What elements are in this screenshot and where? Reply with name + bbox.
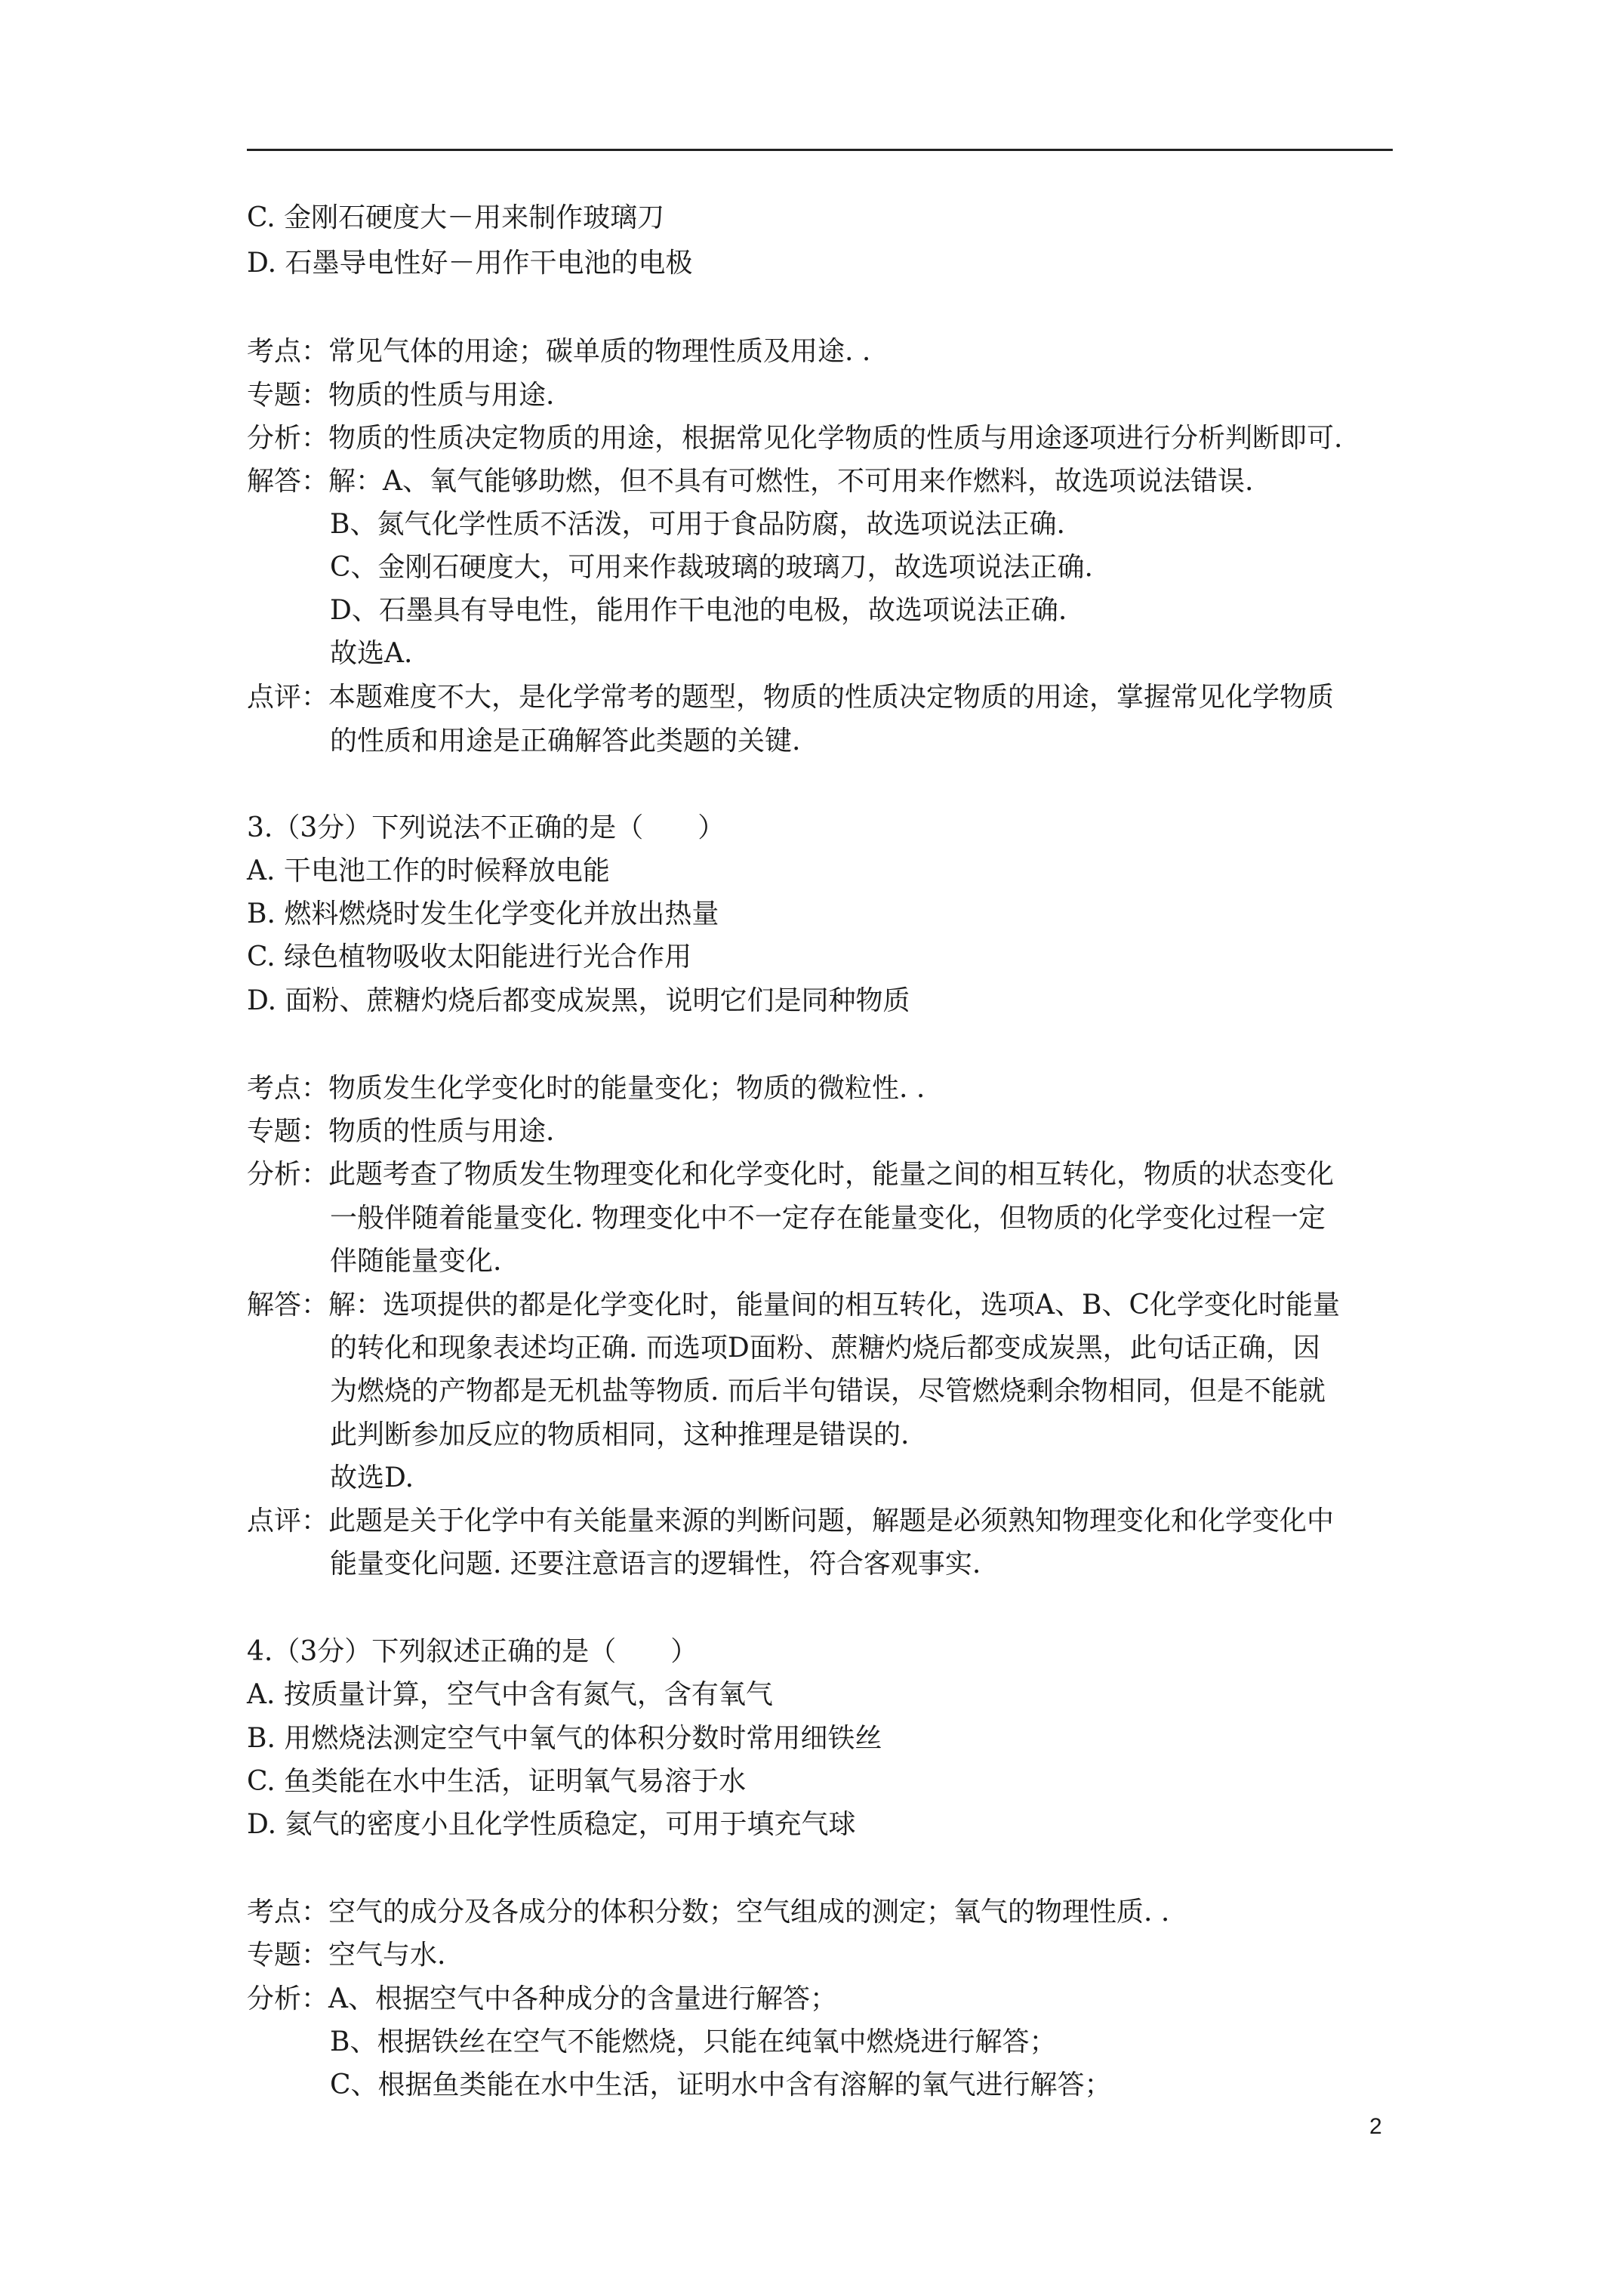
text-line: 此判断参加反应的物质相同，这种推理是错误的.	[330, 1419, 910, 1450]
option-c: C. 鱼类能在水中生活，证明氧气易溶于水	[247, 1766, 747, 1797]
text-line: 能量变化问题. 还要注意语言的逻辑性，符合客观事实.	[330, 1549, 981, 1579]
header-rule	[247, 149, 1393, 151]
text-line: 的转化和现象表述均正确. 而选项D面粉、蔗糖灼烧后都变成炭黑，此句话正确，因	[330, 1333, 1320, 1364]
option-d: D. 氦气的密度小且化学性质稳定，可用于填充气球	[247, 1809, 856, 1840]
text-line: 考点：空气的成分及各成分的体积分数；空气组成的测定；氧气的物理性质. .	[247, 1897, 1170, 1928]
text-line: 点评：此题是关于化学中有关能量来源的判断问题，解题是必须熟知物理变化和化学变化中	[247, 1505, 1335, 1536]
text-line: D. 石墨导电性好－用作干电池的电极	[247, 248, 693, 279]
text-line: 考点：常见气体的用途；碳单质的物理性质及用途. .	[247, 336, 871, 367]
option-b: B. 燃料燃烧时发生化学变化并放出热量	[247, 898, 719, 929]
text-line: 故选A.	[330, 638, 413, 669]
text-line: D、石墨具有导电性，能用作干电池的电极，故选项说法正确.	[330, 595, 1067, 626]
option-b: B. 用燃烧法测定空气中氧气的体积分数时常用细铁丝	[247, 1723, 882, 1754]
option-c: C. 绿色植物吸收太阳能进行光合作用	[247, 942, 692, 972]
question-title: 3.（3分）下列说法不正确的是（ ）	[247, 812, 725, 843]
text-line: 分析：此题考查了物质发生物理变化和化学变化时，能量之间的相互转化，物质的状态变化	[247, 1159, 1335, 1190]
page-number: 2	[1369, 2114, 1382, 2139]
text-line: 点评：本题难度不大，是化学常考的题型，物质的性质决定物质的用途，掌握常见化学物质	[247, 682, 1335, 713]
option-a: A. 按质量计算，空气中含有氮气，含有氧气	[247, 1679, 773, 1710]
option-d: D. 面粉、蔗糖灼烧后都变成炭黑，说明它们是同种物质	[247, 985, 910, 1016]
text-line: B、氮气化学性质不活泼，可用于食品防腐，故选项说法正确.	[330, 509, 1065, 540]
text-line: 专题：物质的性质与用途.	[247, 380, 555, 411]
text-line: 的性质和用途是正确解答此类题的关键.	[330, 726, 801, 757]
text-line: 分析：物质的性质决定物质的用途，根据常见化学物质的性质与用途逐项进行分析判断即可.	[247, 423, 1343, 454]
text-line: 为燃烧的产物都是无机盐等物质. 而后半句错误，尽管燃烧剩余物相同，但是不能就	[330, 1376, 1326, 1407]
question-title: 4.（3分）下列叙述正确的是（ ）	[247, 1636, 698, 1667]
text-line: 考点：物质发生化学变化时的能量变化；物质的微粒性. .	[247, 1073, 925, 1104]
text-line: 一般伴随着能量变化. 物理变化中不一定存在能量变化，但物质的化学变化过程一定	[330, 1203, 1326, 1234]
option-a: A. 干电池工作的时候释放电能	[247, 855, 610, 886]
text-line: B、根据铁丝在空气不能燃烧，只能在纯氧中燃烧进行解答；	[330, 2026, 1057, 2057]
text-line: 专题：物质的性质与用途.	[247, 1116, 555, 1147]
text-line: 专题：空气与水.	[247, 1940, 446, 1971]
text-line: 伴随能量变化.	[330, 1246, 502, 1277]
text-line: 故选D.	[330, 1462, 414, 1493]
text-line: 分析：A、根据空气中各种成分的含量进行解答；	[247, 1983, 837, 2014]
text-line: 解答：解：选项提供的都是化学变化时，能量间的相互转化，选项A、B、C化学变化时能量	[247, 1290, 1340, 1321]
text-line: C、根据鱼类能在水中生活，证明水中含有溶解的氧气进行解答；	[330, 2069, 1112, 2100]
text-line: C. 金刚石硬度大－用来制作玻璃刀	[247, 202, 665, 233]
text-line: C、金刚石硬度大，可用来作裁玻璃的玻璃刀，故选项说法正确.	[330, 552, 1093, 583]
text-line: 解答：解：A、氧气能够助燃，但不具有可燃性，不可用来作燃料，故选项说法错误.	[247, 466, 1254, 497]
